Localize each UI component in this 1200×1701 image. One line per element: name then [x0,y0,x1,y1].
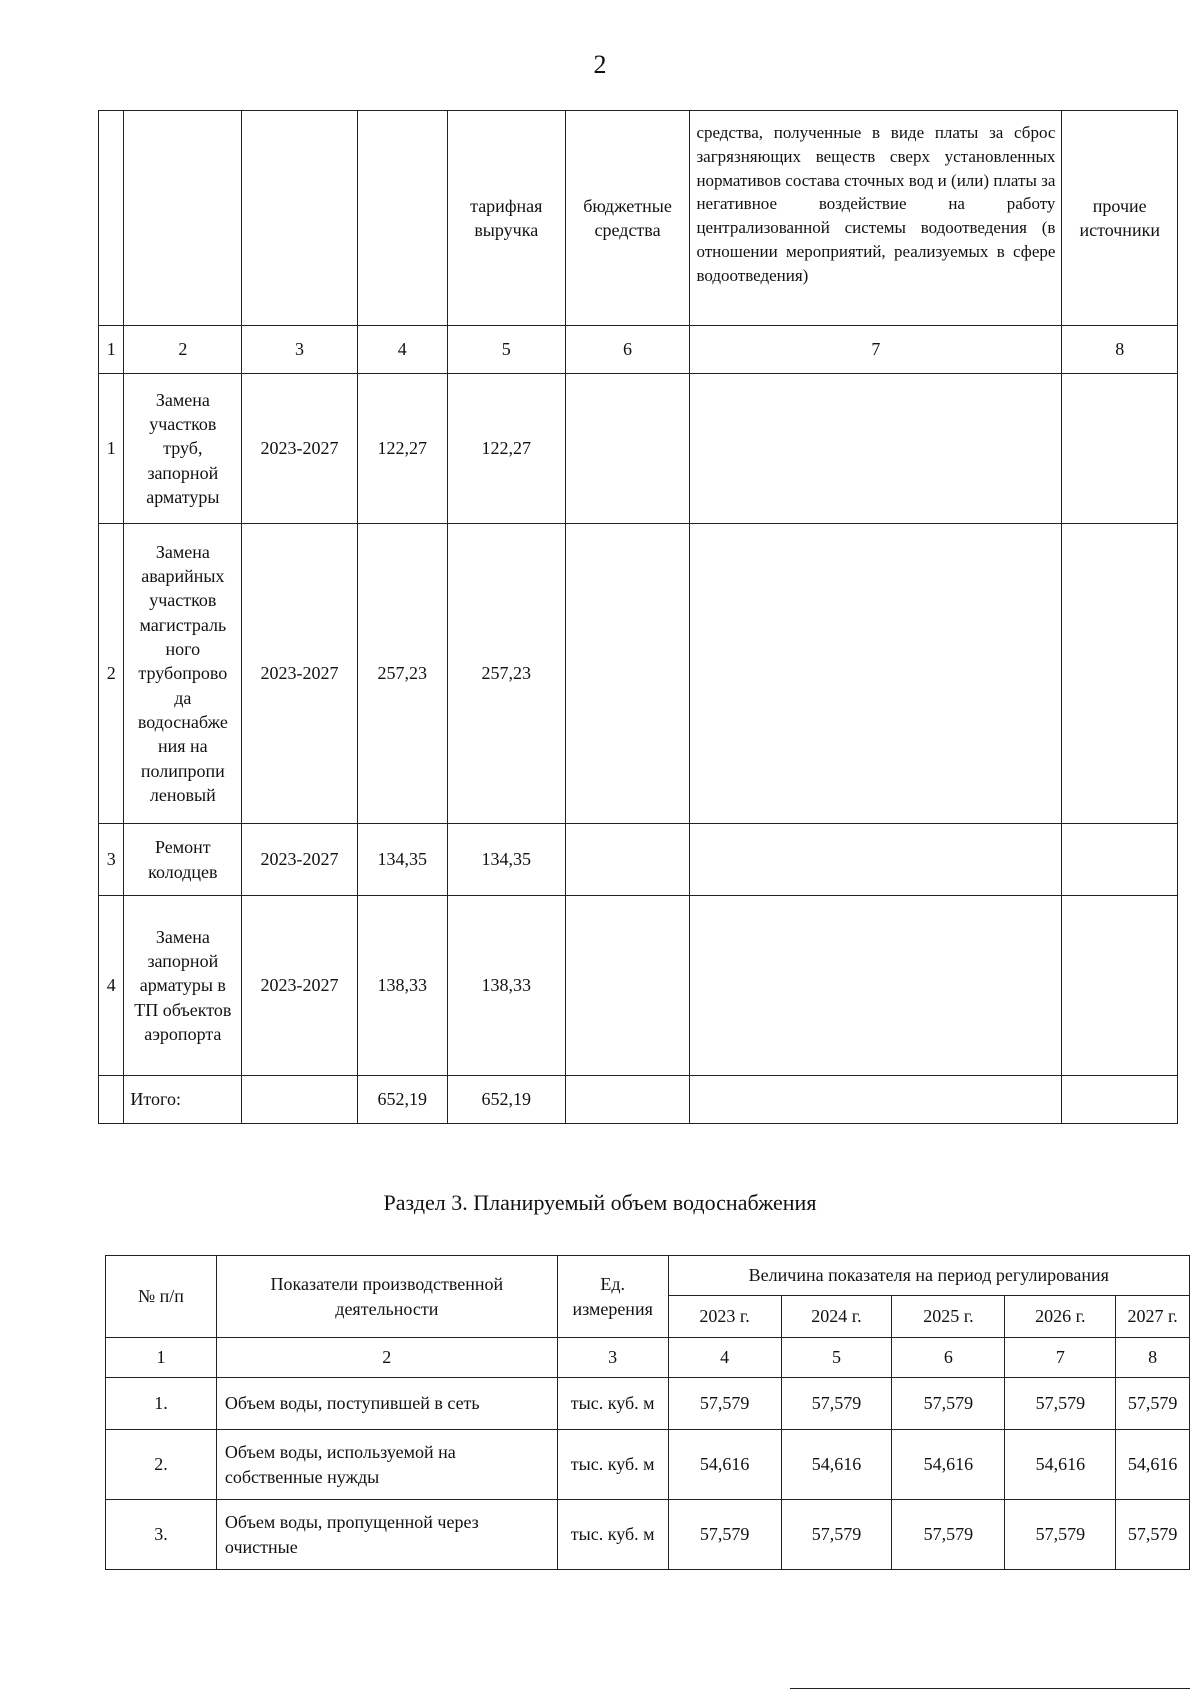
header-num: № п/п [106,1256,217,1338]
col-number: 3 [557,1338,668,1378]
row-value: 54,616 [781,1430,892,1500]
row-name: Замена запорной арматуры в ТП объектов аэропорта [124,896,242,1076]
row-tariff: 257,23 [447,524,565,824]
row-name: Замена аварийных участков магистраль ного трубопрово да водоснабже ния на полипропи леновый [124,524,242,824]
total-label: Итого: [124,1076,242,1124]
header-cell-2 [124,111,242,326]
header-cell-1 [99,111,124,326]
row-other [1062,824,1178,896]
row-budget [565,524,690,824]
row-indicator: Объем воды, используемой на собственные нужды [216,1430,557,1500]
row-tariff: 122,27 [447,374,565,524]
header-period: Величина показателя на период регулирования [668,1256,1189,1296]
row-fees [690,1076,1062,1124]
table1-colnum-row [99,326,1178,374]
investment-table [98,110,1178,1124]
header-cell-4 [357,111,447,326]
row-value: 54,616 [892,1430,1005,1500]
row-number: 3. [106,1500,217,1570]
row-number: 2 [99,524,124,824]
col-number: 5 [447,326,565,374]
row-indicator: Объем воды, поступившей в сеть [216,1378,557,1430]
table-row [106,1500,1190,1570]
row-budget [565,824,690,896]
row-number [99,1076,124,1124]
row-unit: тыс. куб. м [557,1500,668,1570]
row-value: 57,579 [1116,1378,1190,1430]
header-other-sources: прочие источники [1062,111,1178,326]
row-period: 2023-2027 [242,524,358,824]
col-number: 2 [216,1338,557,1378]
table2-header-row [106,1256,1190,1296]
row-number: 4 [99,896,124,1076]
row-value: 57,579 [1005,1378,1116,1430]
row-number: 3 [99,824,124,896]
row-budget [565,1076,690,1124]
col-number: 4 [357,326,447,374]
table-row [99,896,1178,1076]
row-name: Замена участков труб, запорной арматуры [124,374,242,524]
header-budget: бюджетные средства [565,111,690,326]
row-value: 57,579 [781,1378,892,1430]
row-value: 57,579 [1116,1500,1190,1570]
row-other [1062,896,1178,1076]
row-unit: тыс. куб. м [557,1378,668,1430]
row-other [1062,1076,1178,1124]
row-tariff: 134,35 [447,824,565,896]
table2-colnum-row [106,1338,1190,1378]
row-value: 57,579 [781,1500,892,1570]
row-tariff: 138,33 [447,896,565,1076]
total-row [99,1076,1178,1124]
row-number: 1. [106,1378,217,1430]
row-total: 134,35 [357,824,447,896]
header-unit: Ед. измерения [557,1256,668,1338]
col-number: 6 [565,326,690,374]
header-year: 2027 г. [1116,1296,1190,1338]
col-number: 5 [781,1338,892,1378]
row-total: 257,23 [357,524,447,824]
row-fees [690,896,1062,1076]
col-number: 4 [668,1338,781,1378]
col-number: 8 [1062,326,1178,374]
row-fees [690,374,1062,524]
header-indicator: Показатели производственной деятельности [216,1256,557,1338]
row-number: 1 [99,374,124,524]
page-number: 2 [593,50,607,79]
col-number: 8 [1116,1338,1190,1378]
row-indicator: Объем воды, пропущенной через очистные [216,1500,557,1570]
row-value: 54,616 [1005,1430,1116,1500]
header-year: 2024 г. [781,1296,892,1338]
row-other [1062,524,1178,824]
header-year: 2025 г. [892,1296,1005,1338]
header-tariff: тарифная выручка [447,111,565,326]
row-period: 2023-2027 [242,374,358,524]
col-number: 7 [1005,1338,1116,1378]
table-row [99,824,1178,896]
table-row [106,1378,1190,1430]
row-budget [565,374,690,524]
row-value: 57,579 [892,1500,1005,1570]
section-title: Раздел 3. Планируемый объем водоснабжения [383,1190,817,1215]
table-row [99,524,1178,824]
row-value: 57,579 [1005,1500,1116,1570]
col-number: 1 [106,1338,217,1378]
col-number: 7 [690,326,1062,374]
header-year: 2023 г. [668,1296,781,1338]
total-sum: 652,19 [357,1076,447,1124]
row-unit: тыс. куб. м [557,1430,668,1500]
header-year: 2026 г. [1005,1296,1116,1338]
table-row [99,374,1178,524]
row-fees [690,524,1062,824]
row-other [1062,374,1178,524]
row-number: 2. [106,1430,217,1500]
col-number: 6 [892,1338,1005,1378]
row-value: 57,579 [668,1500,781,1570]
row-period: 2023-2027 [242,824,358,896]
row-period: 2023-2027 [242,896,358,1076]
col-number: 3 [242,326,358,374]
water-supply-table [105,1255,1190,1570]
total-tariff: 652,19 [447,1076,565,1124]
row-period [242,1076,358,1124]
table1-header-row [99,111,1178,326]
footer-divider [790,1688,1190,1689]
table-row [106,1430,1190,1500]
row-value: 57,579 [668,1378,781,1430]
row-budget [565,896,690,1076]
header-pollution-fees: средства, полученные в виде платы за сброс загрязняющих веществ сверх установленных нормативов состава сточных вод и (или) платы за негативное воздействие на работу централизованной системы водоотведения (в отношении мероприятий, реализуемых в сфере водоотведения) [690,111,1062,326]
col-number: 2 [124,326,242,374]
col-number: 1 [99,326,124,374]
row-total: 138,33 [357,896,447,1076]
header-cell-3 [242,111,358,326]
row-total: 122,27 [357,374,447,524]
row-value: 54,616 [1116,1430,1190,1500]
row-name: Ремонт колодцев [124,824,242,896]
row-fees [690,824,1062,896]
row-value: 54,616 [668,1430,781,1500]
row-value: 57,579 [892,1378,1005,1430]
